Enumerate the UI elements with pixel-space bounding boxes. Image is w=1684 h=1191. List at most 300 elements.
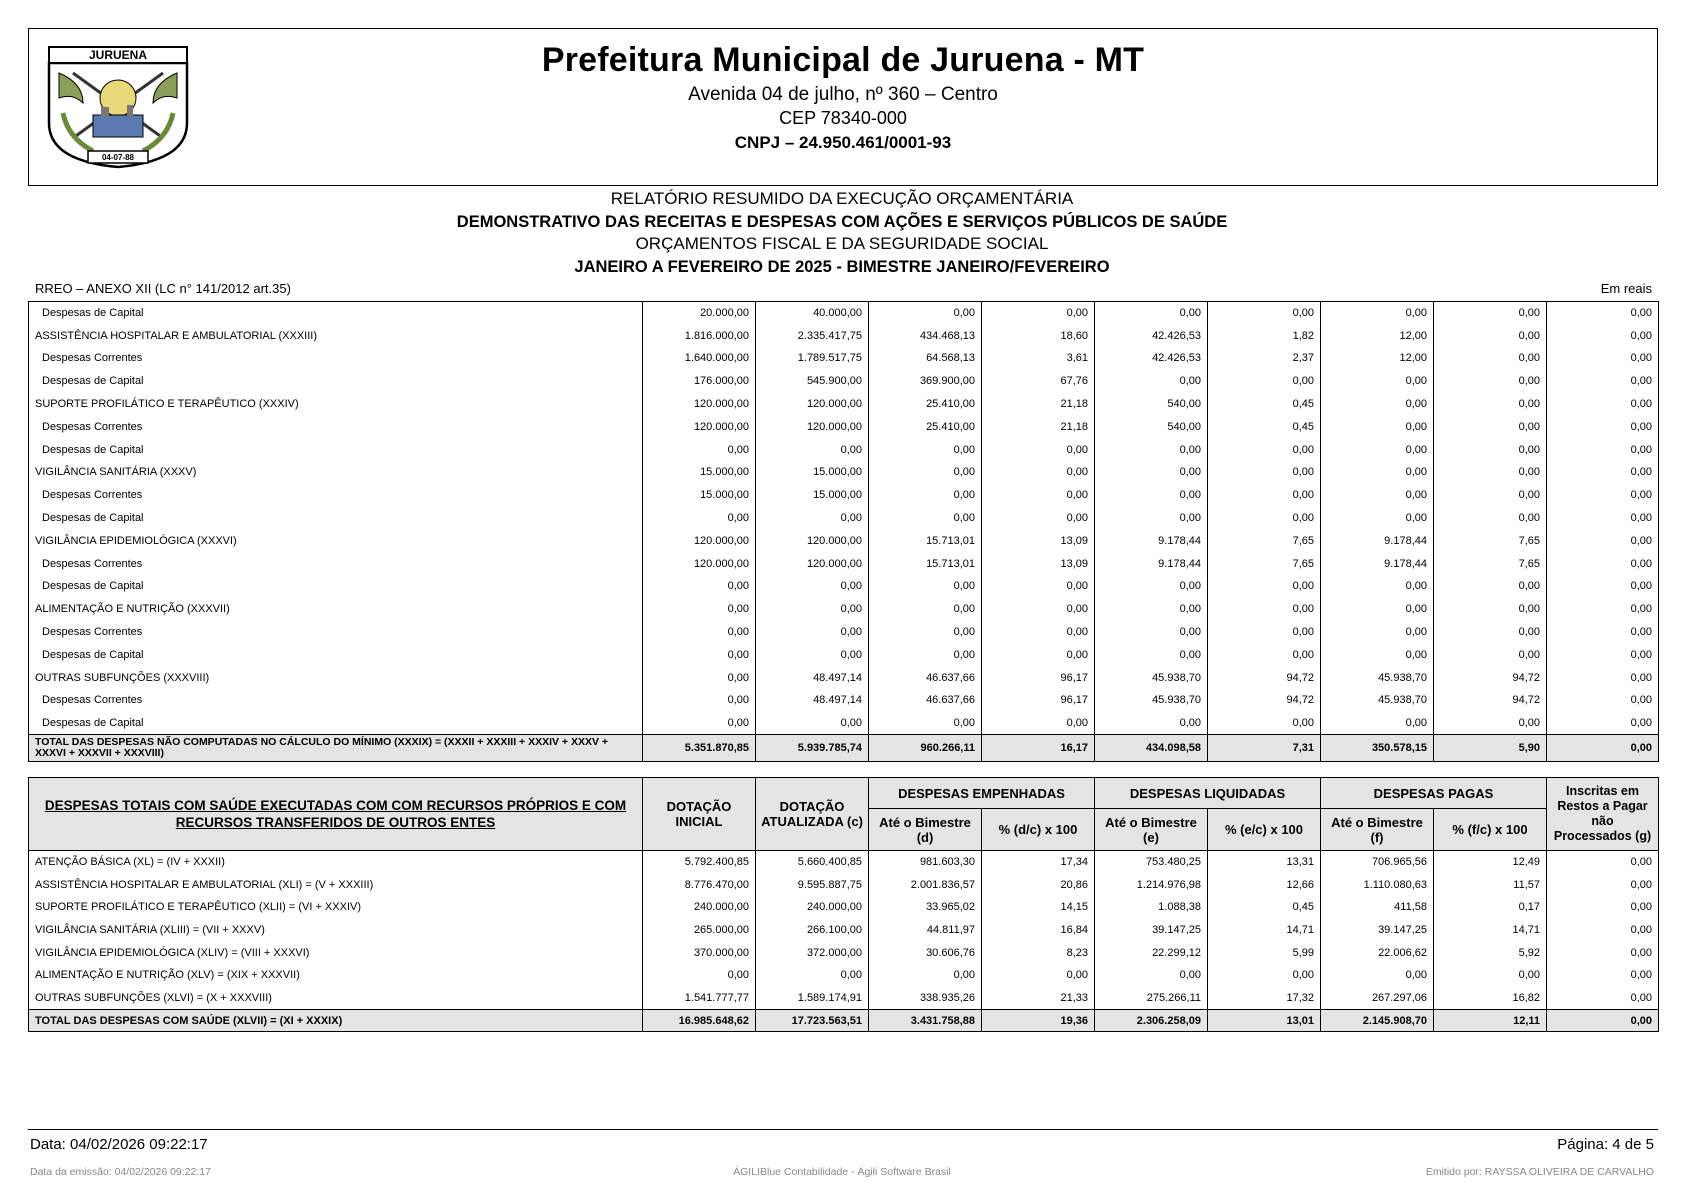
row-label: VIGILÂNCIA SANITÁRIA (XXXV) <box>35 466 197 479</box>
cell-value: 338.935,26 <box>869 987 982 1010</box>
cell-value: 15.713,01 <box>869 552 982 575</box>
cell-value: 9.178,44 <box>1095 529 1208 552</box>
address: Avenida 04 de julho, nº 360 – Centro <box>688 84 998 105</box>
cell-value: 0,00 <box>1208 484 1321 507</box>
cell-value: 0,00 <box>1208 964 1321 987</box>
cell-value: 0,00 <box>1547 712 1659 735</box>
cell-value: 0,00 <box>1547 621 1659 644</box>
table-row <box>29 941 1659 964</box>
cell-value: 0,00 <box>1095 438 1208 461</box>
cell-value: 0,00 <box>1208 712 1321 735</box>
cell-value: 0,00 <box>1208 461 1321 484</box>
cell-value: 12,49 <box>1434 851 1547 874</box>
cell-value: 753.480,25 <box>1095 851 1208 874</box>
cell-value: 0,00 <box>1547 941 1659 964</box>
cell-value: 8.776.470,00 <box>643 874 756 897</box>
cell-value: 0,00 <box>1208 643 1321 666</box>
table-row <box>29 347 1659 370</box>
cell-value: 706.965,56 <box>1321 851 1434 874</box>
row-label: Despesas de Capital <box>42 648 144 661</box>
row-label: Despesas de Capital <box>42 375 144 388</box>
cell-value: 176.000,00 <box>643 370 756 393</box>
cell-value: 0,00 <box>869 438 982 461</box>
total-row <box>29 1010 1659 1032</box>
cell-value: 12,00 <box>1321 347 1434 370</box>
cell-value: 0,00 <box>1547 393 1659 416</box>
cell-value: 33.965,02 <box>869 896 982 919</box>
cell-value: 0,00 <box>869 484 982 507</box>
cell-value: 0,00 <box>1321 461 1434 484</box>
cell-value: 266.100,00 <box>756 919 869 942</box>
cell-value: 0,00 <box>1434 598 1547 621</box>
table-row <box>29 393 1659 416</box>
cell-value: 22.006,62 <box>1321 941 1434 964</box>
footer-emitted-by: Emitido por: RAYSSA OLIVEIRA DE CARVALHO <box>1425 1166 1654 1178</box>
table-row <box>29 461 1659 484</box>
cell-value: 14,15 <box>982 896 1095 919</box>
cell-value: 0,00 <box>1434 575 1547 598</box>
cell-value: 1.589.174,91 <box>756 987 869 1010</box>
cell-value: 48.497,14 <box>756 689 869 712</box>
cell-value: 0,00 <box>1208 370 1321 393</box>
cell-value: 0,00 <box>1547 896 1659 919</box>
report-period: JANEIRO A FEVEREIRO DE 2025 - BIMESTRE JANEIRO/FEVEREIRO <box>574 257 1110 276</box>
page-header <box>28 28 1658 186</box>
header-restos-a-pagar: Inscritas em Restos a Pagar não Processados (g) <box>1547 778 1659 851</box>
cell-value: 120.000,00 <box>643 552 756 575</box>
report-title-1: RELATÓRIO RESUMIDO DA EXECUÇÃO ORÇAMENTÁRIA <box>610 189 1074 208</box>
cell-value: 30.606,76 <box>869 941 982 964</box>
cell-value: 0,00 <box>1434 438 1547 461</box>
cell-value: 0,00 <box>1434 415 1547 438</box>
cell-value: 94,72 <box>1434 689 1547 712</box>
table-row <box>29 712 1659 735</box>
cell-value: 16,82 <box>1434 987 1547 1010</box>
cell-value: 0,00 <box>982 484 1095 507</box>
cell-value: 0,00 <box>1321 964 1434 987</box>
cell-value: 0,00 <box>869 621 982 644</box>
table-row <box>29 851 1659 874</box>
cell-value: 0,00 <box>1208 575 1321 598</box>
total-value: 0,00 <box>1547 1010 1659 1032</box>
cell-value: 2.335.417,75 <box>756 324 869 347</box>
row-label: Despesas de Capital <box>42 716 144 729</box>
cell-value: 0,00 <box>1095 575 1208 598</box>
currency-unit: Em reais <box>1600 281 1652 296</box>
cell-value: 0,00 <box>1095 621 1208 644</box>
cell-value: 7,65 <box>1208 529 1321 552</box>
cell-value: 0,00 <box>1095 370 1208 393</box>
cell-value: 0,00 <box>1547 964 1659 987</box>
cell-value: 14,71 <box>1434 919 1547 942</box>
cell-value: 0,00 <box>1095 507 1208 530</box>
cell-value: 5.660.400,85 <box>756 851 869 874</box>
cell-value: 96,17 <box>982 666 1095 689</box>
cell-value: 1.816.000,00 <box>643 324 756 347</box>
cell-value: 540,00 <box>1095 393 1208 416</box>
cell-value: 0,00 <box>1547 507 1659 530</box>
row-label: Despesas de Capital <box>42 307 144 320</box>
cell-value: 0,00 <box>1434 347 1547 370</box>
row-label: OUTRAS SUBFUNÇÕES (XXXVIII) <box>35 671 210 684</box>
cell-value: 0,00 <box>1095 598 1208 621</box>
cell-value: 267.297,06 <box>1321 987 1434 1010</box>
cell-value: 21,18 <box>982 415 1095 438</box>
cell-value: 96,17 <box>982 689 1095 712</box>
header-ate-bimestre-d: Até o Bimestre (d) <box>869 809 982 851</box>
cell-value: 42.426,53 <box>1095 324 1208 347</box>
cell-value: 0,00 <box>1547 302 1659 325</box>
table-row <box>29 370 1659 393</box>
table-row <box>29 507 1659 530</box>
table-row <box>29 415 1659 438</box>
row-label: ALIMENTAÇÃO E NUTRIÇÃO (XLV) = (XIX + XXXVII) <box>35 969 300 982</box>
cell-value: 372.000,00 <box>756 941 869 964</box>
row-label: ASSISTÊNCIA HOSPITALAR E AMBULATORIAL (XXXIII) <box>35 329 318 342</box>
cell-value: 25.410,00 <box>869 393 982 416</box>
cell-value: 2.001.836,57 <box>869 874 982 897</box>
total-value: 0,00 <box>1547 735 1659 762</box>
cell-value: 20,86 <box>982 874 1095 897</box>
cell-value: 0,00 <box>643 712 756 735</box>
row-label: Despesas Correntes <box>42 694 143 707</box>
cell-value: 0,00 <box>1547 643 1659 666</box>
cell-value: 0,00 <box>869 964 982 987</box>
cell-value: 25.410,00 <box>869 415 982 438</box>
cell-value: 9.178,44 <box>1095 552 1208 575</box>
cell-value: 0,00 <box>756 438 869 461</box>
table-row <box>29 552 1659 575</box>
table-row <box>29 438 1659 461</box>
header-despesas-pagas: DESPESAS PAGAS <box>1321 778 1547 809</box>
cell-value: 0,00 <box>1434 964 1547 987</box>
row-label: Despesas Correntes <box>42 420 143 433</box>
cell-value: 94,72 <box>1434 666 1547 689</box>
cell-value: 0,00 <box>1547 324 1659 347</box>
cell-value: 411,58 <box>1321 896 1434 919</box>
cell-value: 0,00 <box>1547 689 1659 712</box>
cell-value: 16,84 <box>982 919 1095 942</box>
cell-value: 0,00 <box>1208 598 1321 621</box>
cell-value: 265.000,00 <box>643 919 756 942</box>
footer-software: ÁGILIBlue Contabilidade - Ágili Software Brasil <box>733 1166 951 1178</box>
total-value: 434.098,58 <box>1095 735 1208 762</box>
row-label: Despesas de Capital <box>42 512 144 525</box>
cell-value: 0,17 <box>1434 896 1547 919</box>
cell-value: 0,00 <box>756 507 869 530</box>
table-row <box>29 484 1659 507</box>
cell-value: 0,00 <box>756 964 869 987</box>
report-title-3: ORÇAMENTOS FISCAL E DA SEGURIDADE SOCIAL <box>635 234 1049 253</box>
svg-text:04-07-88: 04-07-88 <box>101 153 135 162</box>
cell-value: 0,00 <box>1095 484 1208 507</box>
cell-value: 0,00 <box>1208 621 1321 644</box>
cell-value: 0,00 <box>1547 575 1659 598</box>
cell-value: 0,00 <box>1547 851 1659 874</box>
row-label: ALIMENTAÇÃO E NUTRIÇÃO (XXXVII) <box>35 603 230 616</box>
cell-value: 22.299,12 <box>1095 941 1208 964</box>
municipality-title: Prefeitura Municipal de Juruena - MT <box>541 41 1145 79</box>
cell-value: 12,66 <box>1208 874 1321 897</box>
cell-value: 46.637,66 <box>869 689 982 712</box>
cell-value: 0,00 <box>1321 643 1434 666</box>
cell-value: 275.266,11 <box>1095 987 1208 1010</box>
cell-value: 1,82 <box>1208 324 1321 347</box>
cell-value: 45.938,70 <box>1095 666 1208 689</box>
cell-value: 0,00 <box>1095 302 1208 325</box>
cell-value: 369.900,00 <box>869 370 982 393</box>
table-row <box>29 964 1659 987</box>
table-row <box>29 919 1659 942</box>
non-computed-expenses-table <box>28 301 1659 762</box>
total-value: 960.266,11 <box>869 735 982 762</box>
cell-value: 0,00 <box>643 507 756 530</box>
cell-value: 0,00 <box>643 964 756 987</box>
cell-value: 94,72 <box>1208 689 1321 712</box>
cell-value: 0,00 <box>869 507 982 530</box>
cell-value: 0,00 <box>1321 302 1434 325</box>
report-title-2: DEMONSTRATIVO DAS RECEITAS E DESPESAS COM AÇÕES E SERVIÇOS PÚBLICOS DE SAÚDE <box>456 212 1228 231</box>
cell-value: 45.938,70 <box>1321 666 1434 689</box>
cell-value: 14,71 <box>1208 919 1321 942</box>
cell-value: 0,00 <box>1547 598 1659 621</box>
table-row <box>29 575 1659 598</box>
cep: CEP 78340-000 <box>779 108 907 128</box>
total-value: 16,17 <box>982 735 1095 762</box>
cell-value: 120.000,00 <box>643 415 756 438</box>
table-row <box>29 666 1659 689</box>
cell-value: 0,00 <box>869 461 982 484</box>
cell-value: 46.637,66 <box>869 666 982 689</box>
cell-value: 1.541.777,77 <box>643 987 756 1010</box>
cell-value: 0,00 <box>1547 666 1659 689</box>
header-pct-e: % (e/c) x 100 <box>1208 809 1321 851</box>
cell-value: 12,00 <box>1321 324 1434 347</box>
cell-value: 20.000,00 <box>643 302 756 325</box>
cell-value: 0,00 <box>643 575 756 598</box>
cell-value: 120.000,00 <box>756 529 869 552</box>
row-label: ASSISTÊNCIA HOSPITALAR E AMBULATORIAL (XLI) = (V + XXXIII) <box>35 878 374 891</box>
cell-value: 981.603,30 <box>869 851 982 874</box>
cell-value: 0,00 <box>1547 438 1659 461</box>
cell-value: 21,33 <box>982 987 1095 1010</box>
cell-value: 120.000,00 <box>643 393 756 416</box>
row-label: OUTRAS SUBFUNÇÕES (XLVI) = (X + XXXVIII) <box>35 991 272 1004</box>
total-value: 13,01 <box>1208 1010 1321 1032</box>
cell-value: 0,00 <box>1321 507 1434 530</box>
cell-value: 120.000,00 <box>756 415 869 438</box>
cell-value: 0,00 <box>982 438 1095 461</box>
total-value: 2.145.908,70 <box>1321 1010 1434 1032</box>
table-row <box>29 874 1659 897</box>
cell-value: 0,00 <box>982 643 1095 666</box>
svg-text:JURUENA: JURUENA <box>88 48 148 62</box>
total-value: 7,31 <box>1208 735 1321 762</box>
row-label: VIGILÂNCIA EPIDEMIOLÓGICA (XXXVI) <box>35 534 237 547</box>
cell-value: 0,00 <box>1547 552 1659 575</box>
cell-value: 9.178,44 <box>1321 529 1434 552</box>
cell-value: 1.214.976,98 <box>1095 874 1208 897</box>
total-value: 5.939.785,74 <box>756 735 869 762</box>
header-despesas-liquidadas: DESPESAS LIQUIDADAS <box>1095 778 1321 809</box>
row-label: Despesas Correntes <box>42 352 143 365</box>
cell-value: 67,76 <box>982 370 1095 393</box>
cell-value: 0,00 <box>1321 712 1434 735</box>
cell-value: 5.792.400,85 <box>643 851 756 874</box>
table-row <box>29 643 1659 666</box>
cell-value: 0,00 <box>982 461 1095 484</box>
cell-value: 42.426,53 <box>1095 347 1208 370</box>
cell-value: 44.811,97 <box>869 919 982 942</box>
cell-value: 0,00 <box>756 712 869 735</box>
cell-value: 11,57 <box>1434 874 1547 897</box>
row-label: SUPORTE PROFILÁTICO E TERAPÊUTICO (XXXIV) <box>35 398 299 411</box>
header-ate-bimestre-e: Até o Bimestre (e) <box>1095 809 1208 851</box>
total-value: 350.578,15 <box>1321 735 1434 762</box>
cell-value: 120.000,00 <box>756 552 869 575</box>
cell-value: 1.110.080,63 <box>1321 874 1434 897</box>
cell-value: 0,00 <box>1321 393 1434 416</box>
cell-value: 0,00 <box>869 302 982 325</box>
cell-value: 0,00 <box>1547 529 1659 552</box>
cell-value: 5,92 <box>1434 941 1547 964</box>
cell-value: 64.568,13 <box>869 347 982 370</box>
header-pct-f: % (f/c) x 100 <box>1434 809 1547 851</box>
cell-value: 1.088,38 <box>1095 896 1208 919</box>
cell-value: 0,00 <box>1095 461 1208 484</box>
row-label: Despesas Correntes <box>42 626 143 639</box>
cell-value: 17,34 <box>982 851 1095 874</box>
cell-value: 40.000,00 <box>756 302 869 325</box>
cell-value: 0,00 <box>1547 874 1659 897</box>
cell-value: 0,00 <box>1321 621 1434 644</box>
cell-value: 15.000,00 <box>643 461 756 484</box>
footer-emission-date: Data da emissão: 04/02/2026 09:22:17 <box>30 1166 211 1178</box>
table-row <box>29 689 1659 712</box>
cell-value: 94,72 <box>1208 666 1321 689</box>
cell-value: 0,00 <box>1434 621 1547 644</box>
total-value: 3.431.758,88 <box>869 1010 982 1032</box>
row-label: Despesas de Capital <box>42 580 144 593</box>
cell-value: 0,00 <box>643 438 756 461</box>
cell-value: 9.178,44 <box>1321 552 1434 575</box>
cell-value: 7,65 <box>1208 552 1321 575</box>
cell-value: 45.938,70 <box>1321 689 1434 712</box>
table2-main-header: DESPESAS TOTAIS COM SAÚDE EXECUTADAS COM COM RECURSOS PRÓPRIOS E COM RECURSOS TRANSFERIDOS DE OUTROS ENTES <box>29 778 643 851</box>
row-label: Despesas Correntes <box>42 489 143 502</box>
cell-value: 0,00 <box>1547 461 1659 484</box>
total-value: 16.985.648,62 <box>643 1010 756 1032</box>
cell-value: 15.000,00 <box>756 484 869 507</box>
cell-value: 0,45 <box>1208 393 1321 416</box>
cell-value: 0,00 <box>1434 393 1547 416</box>
total-value: 5,90 <box>1434 735 1547 762</box>
cell-value: 15.000,00 <box>643 484 756 507</box>
cell-value: 0,00 <box>1208 438 1321 461</box>
cell-value: 0,00 <box>869 712 982 735</box>
header-despesas-empenhadas: DESPESAS EMPENHADAS <box>869 778 1095 809</box>
header-dotacao-inicial: DOTAÇÃO INICIAL <box>643 778 756 851</box>
footer-page-number: Página: 4 de 5 <box>1557 1136 1654 1153</box>
cell-value: 1.640.000,00 <box>643 347 756 370</box>
cell-value: 3,61 <box>982 347 1095 370</box>
cell-value: 0,00 <box>1434 643 1547 666</box>
table-row <box>29 621 1659 644</box>
cell-value: 0,00 <box>982 598 1095 621</box>
row-label: Despesas Correntes <box>42 557 143 570</box>
cell-value: 18,60 <box>982 324 1095 347</box>
total-label: TOTAL DAS DESPESAS NÃO COMPUTADAS NO CÁLCULO DO MÍNIMO (XXXIX) = (XXXII + XXXIII + XXXIV + XXXV + XXXVI + XXXVII + XXXVIII) <box>29 735 643 762</box>
total-value: 5.351.870,85 <box>643 735 756 762</box>
cell-value: 0,00 <box>1547 919 1659 942</box>
cell-value: 0,00 <box>869 643 982 666</box>
footer-date: Data: 04/02/2026 09:22:17 <box>30 1136 208 1153</box>
cell-value: 545.900,00 <box>756 370 869 393</box>
cell-value: 0,00 <box>1095 712 1208 735</box>
cell-value: 8,23 <box>982 941 1095 964</box>
cell-value: 48.497,14 <box>756 666 869 689</box>
cell-value: 0,00 <box>869 598 982 621</box>
row-label: VIGILÂNCIA EPIDEMIOLÓGICA (XLIV) = (VIII + XXXVI) <box>35 946 310 959</box>
cell-value: 0,00 <box>1434 507 1547 530</box>
cell-value: 0,00 <box>643 689 756 712</box>
table-row <box>29 324 1659 347</box>
cnpj: CNPJ – 24.950.461/0001-93 <box>734 133 952 152</box>
total-value: 19,36 <box>982 1010 1095 1032</box>
cell-value: 0,00 <box>643 643 756 666</box>
total-value: 2.306.258,09 <box>1095 1010 1208 1032</box>
cell-value: 0,00 <box>1321 438 1434 461</box>
cell-value: 0,00 <box>1547 370 1659 393</box>
total-health-expenses-table <box>28 777 1659 1032</box>
cell-value: 0,00 <box>1434 370 1547 393</box>
cell-value: 0,00 <box>1434 484 1547 507</box>
cell-value: 0,00 <box>1095 643 1208 666</box>
table-row <box>29 529 1659 552</box>
cell-value: 0,00 <box>982 507 1095 530</box>
row-label: Despesas de Capital <box>42 443 144 456</box>
cell-value: 240.000,00 <box>756 896 869 919</box>
cell-value: 0,00 <box>1547 415 1659 438</box>
cell-value: 0,00 <box>1321 484 1434 507</box>
cell-value: 0,45 <box>1208 896 1321 919</box>
cell-value: 2,37 <box>1208 347 1321 370</box>
table-row <box>29 598 1659 621</box>
header-dotacao-atualizada: DOTAÇÃO ATUALIZADA (c) <box>756 778 869 851</box>
footer-divider <box>28 1129 1658 1130</box>
annex-label: RREO – ANEXO XII (LC n° 141/2012 art.35) <box>35 281 291 296</box>
cell-value: 370.000,00 <box>643 941 756 964</box>
total-label: TOTAL DAS DESPESAS COM SAÚDE (XLVII) = (XI + XXXIX) <box>29 1010 643 1032</box>
cell-value: 39.147,25 <box>1095 919 1208 942</box>
cell-value: 0,00 <box>869 575 982 598</box>
row-label: VIGILÂNCIA SANITÁRIA (XLIII) = (VII + XXXV) <box>35 924 265 937</box>
total-row <box>29 735 1659 762</box>
row-label: ATENÇÃO BÁSICA (XL) = (IV + XXXII) <box>35 856 225 869</box>
cell-value: 15.000,00 <box>756 461 869 484</box>
cell-value: 0,00 <box>1547 347 1659 370</box>
cell-value: 45.938,70 <box>1095 689 1208 712</box>
cell-value: 0,00 <box>1321 598 1434 621</box>
cell-value: 0,00 <box>1434 324 1547 347</box>
cell-value: 0,00 <box>1321 575 1434 598</box>
cell-value: 21,18 <box>982 393 1095 416</box>
cell-value: 13,09 <box>982 552 1095 575</box>
table-row <box>29 987 1659 1010</box>
table-row <box>29 896 1659 919</box>
cell-value: 0,00 <box>982 575 1095 598</box>
cell-value: 9.595.887,75 <box>756 874 869 897</box>
